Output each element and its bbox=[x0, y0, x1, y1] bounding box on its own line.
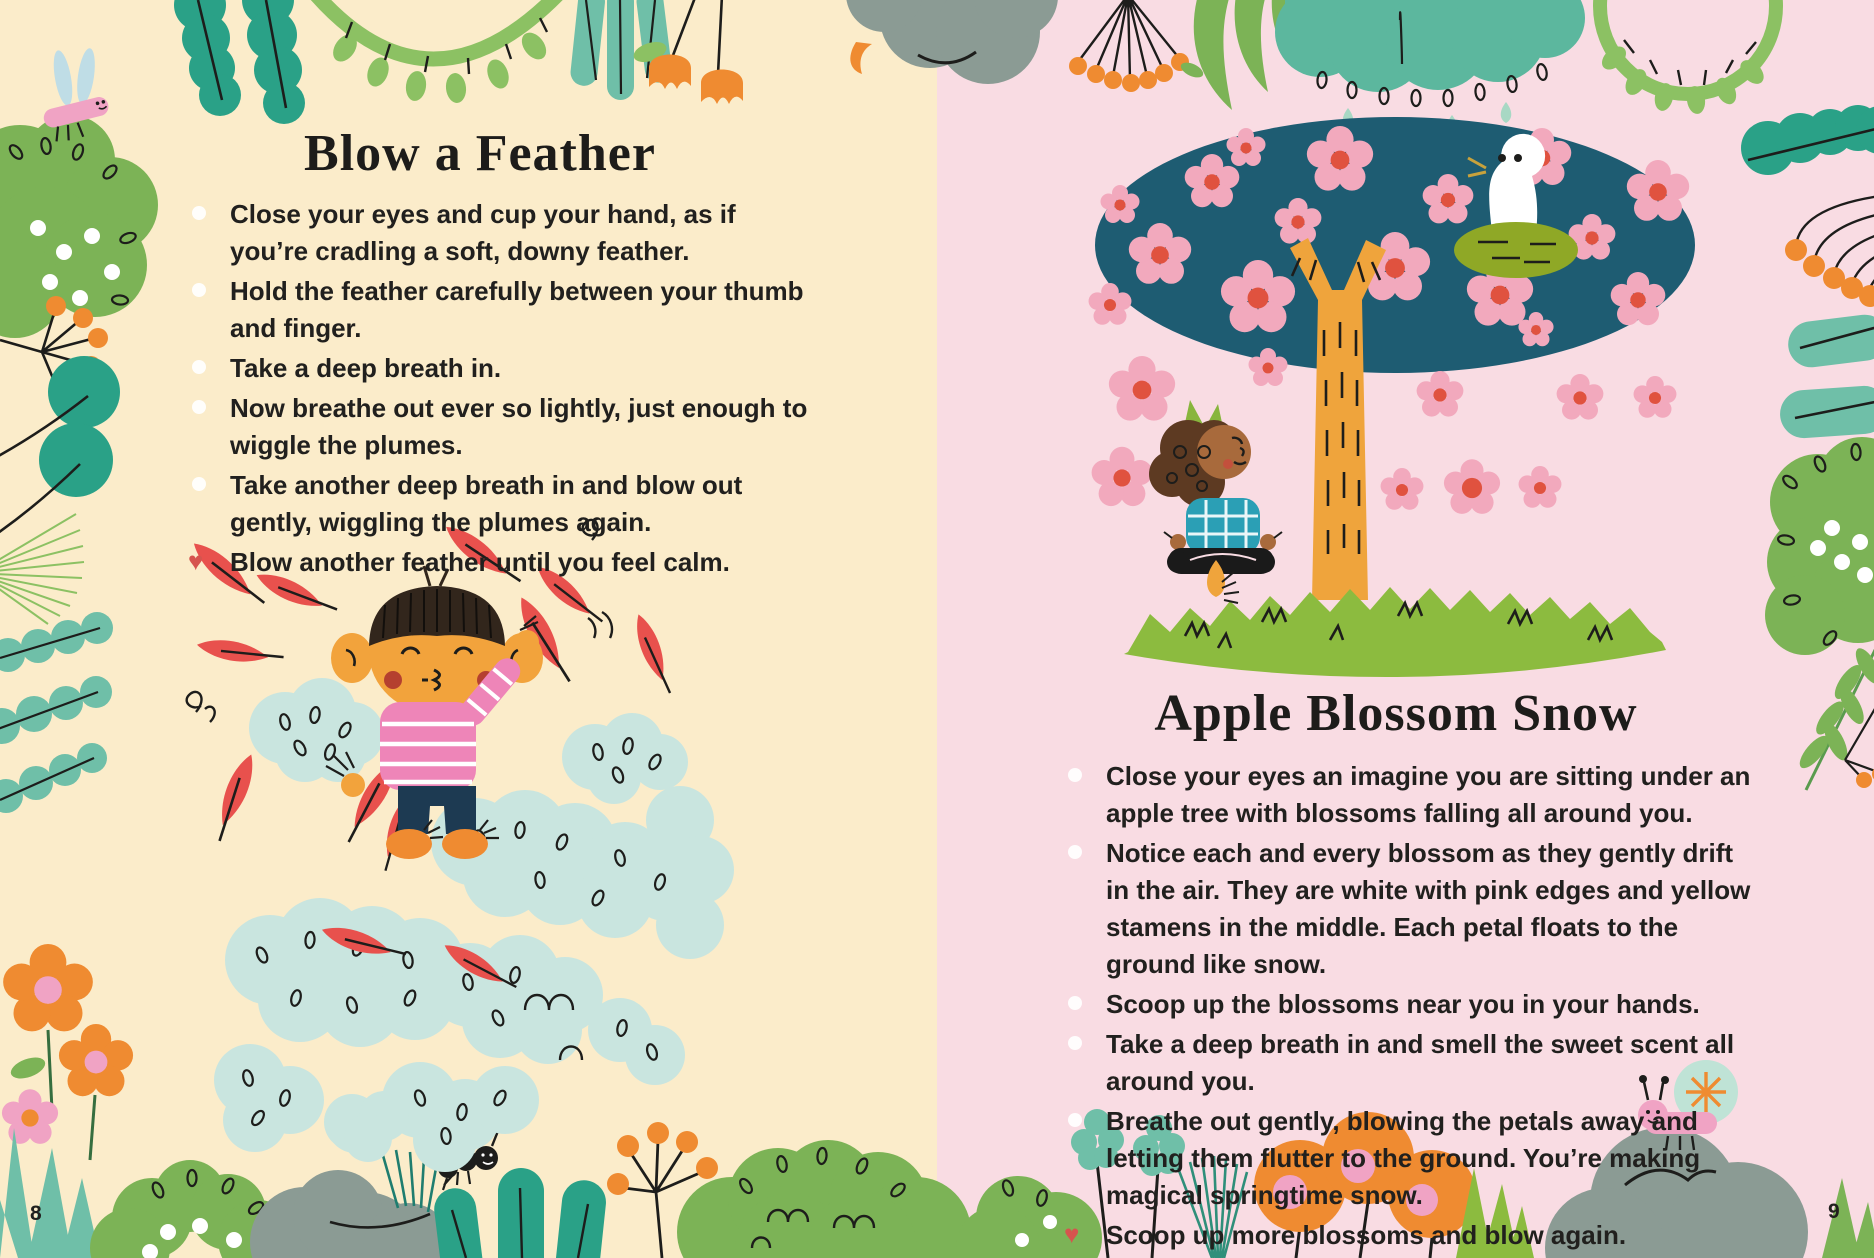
bullet-icon bbox=[192, 400, 206, 414]
list-item-text: Now breathe out ever so lightly, just enough to wiggle the plumes. bbox=[230, 393, 808, 460]
page-number-left: 8 bbox=[30, 1202, 42, 1225]
list-item-text: Blow another feather until you feel calm. bbox=[230, 547, 730, 577]
list-item-text: Scoop up the blossoms near you in your hands. bbox=[1106, 989, 1700, 1019]
list-item bbox=[1066, 1026, 1756, 1100]
bullet-icon bbox=[192, 206, 206, 220]
list-item bbox=[190, 390, 818, 464]
list-item bbox=[1066, 1217, 1756, 1254]
bullet-icon bbox=[1068, 996, 1082, 1010]
list-item bbox=[1066, 986, 1756, 1023]
list-item-text: Close your eyes and cup your hand, as if you’re cradling a soft, downy feather. bbox=[230, 199, 736, 266]
list-item bbox=[190, 467, 818, 541]
instruction-list-left bbox=[190, 196, 818, 584]
bullet-icon: ♥ bbox=[188, 546, 204, 576]
list-item bbox=[190, 196, 818, 270]
list-item-text: Hold the feather carefully between your thumb and finger. bbox=[230, 276, 804, 343]
page-title-left: Blow a Feather bbox=[304, 125, 656, 182]
list-item bbox=[190, 544, 818, 581]
page-number-right: 9 bbox=[1828, 1200, 1840, 1223]
list-item bbox=[190, 273, 818, 347]
list-item-text: Scoop up more blossoms and blow again. bbox=[1106, 1220, 1627, 1250]
bullet-icon bbox=[1068, 1113, 1082, 1127]
bullet-icon bbox=[1068, 845, 1082, 859]
list-item-text: Take a deep breath in and smell the sweet scent all around you. bbox=[1106, 1029, 1735, 1096]
bullet-icon bbox=[192, 477, 206, 491]
bullet-icon bbox=[192, 360, 206, 374]
bullet-icon bbox=[1068, 768, 1082, 782]
list-item-text: Notice each and every blossom as they gently drift in the air. They are white with pink edges and yellow stamens in the middle. Each petal floats to the ground like snow. bbox=[1106, 838, 1751, 979]
bullet-icon bbox=[1068, 1036, 1082, 1050]
list-item-text: Breathe out gently, blowing the petals away and letting them flutter to the ground. You’re making magical springtime snow. bbox=[1106, 1106, 1701, 1210]
bullet-icon bbox=[192, 283, 206, 297]
list-item-text: Close your eyes an imagine you are sitting under an apple tree with blossoms falling all around you. bbox=[1106, 761, 1751, 828]
list-item bbox=[1066, 835, 1756, 983]
list-item-text: Take another deep breath in and blow out gently, wiggling the plumes again. bbox=[230, 470, 743, 537]
page-title-right: Apple Blossom Snow bbox=[1154, 685, 1638, 742]
list-item bbox=[190, 350, 818, 387]
list-item bbox=[1066, 758, 1756, 832]
list-item-text: Take a deep breath in. bbox=[230, 353, 502, 383]
bullet-icon: ♥ bbox=[1064, 1219, 1080, 1249]
list-item bbox=[1066, 1103, 1756, 1214]
instruction-list-right bbox=[1066, 758, 1756, 1257]
